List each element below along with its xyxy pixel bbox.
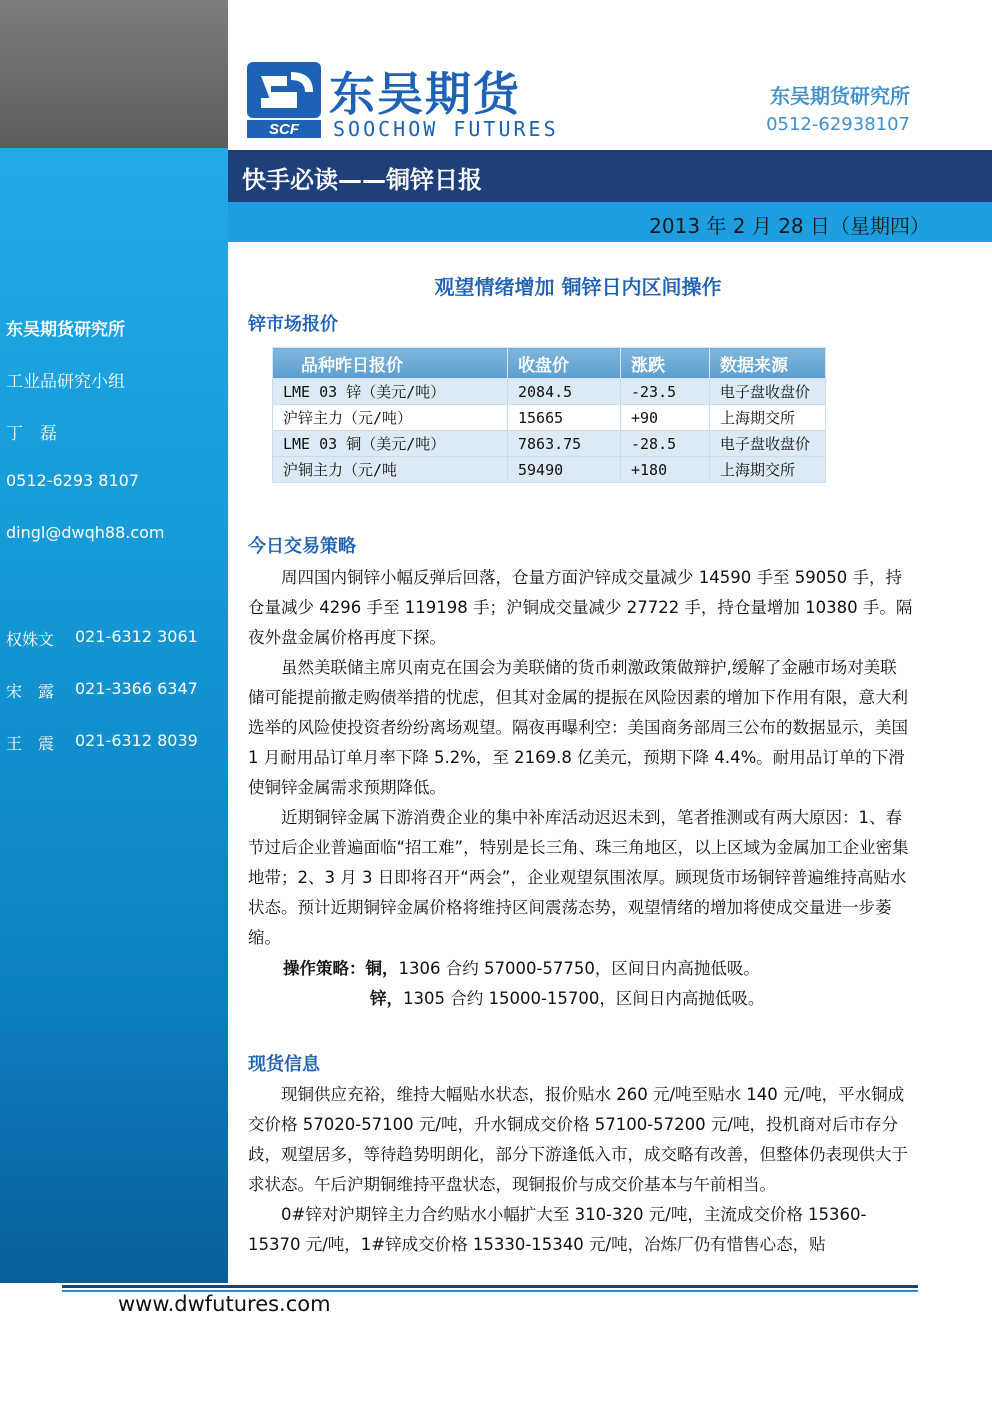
institute-name: 东吴期货研究所 bbox=[770, 84, 910, 108]
spot-text bbox=[248, 1080, 913, 1260]
section-title-spot: 现货信息 bbox=[248, 1054, 320, 1075]
table-cell: 电子盘收盘价 bbox=[710, 379, 826, 405]
table-cell: 15665 bbox=[508, 405, 621, 431]
logo-chinese-name: 东吴期货 bbox=[329, 67, 521, 121]
headline: 观望情绪增加 铜锌日内区间操作 bbox=[434, 275, 722, 299]
sidebar-author-phone: 0512-6293 8107 bbox=[6, 471, 140, 490]
column-header: 涨跌 bbox=[621, 348, 710, 379]
copper-name: 铜， bbox=[365, 959, 399, 978]
table-cell: LME 03 铜（美元/吨） bbox=[273, 431, 508, 457]
footer-divider bbox=[62, 1285, 918, 1288]
date-bar bbox=[228, 202, 992, 242]
paragraph: 现铜供应充裕，维持大幅贴水状态，报价贴水 260 元/吨至贴水 140 元/吨，平水铜成交价格 57020-57100 元/吨，升水铜成交价格 57100-57200 元/吨，投机商对后市存分歧，观望居多，等待趋势明朗化，部分下游逢低入市，成交略有改善，但整体仍表现供大于求状态。午后沪期铜维持平盘状态，现铜报价与成交价基本与午前相当。 bbox=[248, 1085, 908, 1194]
section-title-strategy: 今日交易策略 bbox=[248, 536, 356, 557]
logo-english-name: SOOCHOW FUTURES bbox=[333, 117, 559, 141]
copper-plan: 1306 合约 57000-57750，区间日内高抛低吸。 bbox=[398, 959, 760, 978]
sidebar-group: 工业品研究小组 bbox=[6, 372, 125, 392]
column-header: 收盘价 bbox=[508, 348, 621, 379]
paragraph: 近期铜锌金属下游消费企业的集中补库活动迟迟未到，笔者推测或有两大原因：1、春节过后企业普遍面临“招工难”，特别是长三角、珠三角地区，以上区域为金属加工企业密集地带；2、3 月 3 日即将召开“两会”，企业观望氛围浓厚。顾现货市场铜锌普遍维持高贴水状态。预计近期铜锌金属价格将维持区间震荡态势，观望情绪的增加将使成交量进一步萎缩。 bbox=[248, 808, 909, 947]
logo-abbr: SCF bbox=[269, 121, 299, 138]
table-cell: 2084.5 bbox=[508, 379, 621, 405]
sidebar-contact bbox=[6, 679, 198, 702]
paragraph: 周四国内铜锌小幅反弹后回落，仓量方面沪锌成交量减少 14590 手至 59050 手，持仓量减少 4296 手至 119198 手；沪铜成交量减少 27722 手，持仓量增加 10380 手。隔夜外盘金属价格再度下探。 bbox=[248, 568, 913, 647]
sidebar-top-block bbox=[0, 0, 228, 148]
contact-name: 权姝文 bbox=[6, 630, 55, 649]
table-cell: 电子盘收盘价 bbox=[710, 431, 826, 457]
column-header: 品种昨日报价 bbox=[273, 348, 508, 379]
table-cell: +180 bbox=[621, 457, 710, 483]
contact-phone: 021-6312 8039 bbox=[75, 731, 198, 750]
sidebar-email[interactable]: dingl@dwqh88.com bbox=[6, 523, 165, 542]
strategy-text bbox=[248, 563, 913, 953]
contact-name: 王 震 bbox=[6, 734, 55, 753]
operation-copper bbox=[283, 955, 760, 979]
report-date: 2013 年 2 月 28 日（星期四） bbox=[649, 214, 930, 238]
contact-phone: 021-3366 6347 bbox=[75, 679, 198, 698]
table-cell: 沪铜主力（元/吨 bbox=[273, 457, 508, 483]
paragraph: 0#锌对沪期锌主力合约贴水小幅扩大至 310-320 元/吨，主流成交价格 15360-15370 元/吨，1#锌成交价格 15330-15340 元/吨，冶炼厂仍有惜售心态，贴 bbox=[248, 1205, 867, 1254]
table-row bbox=[273, 431, 826, 457]
table-cell: -23.5 bbox=[621, 379, 710, 405]
table-cell: 沪锌主力（元/吨） bbox=[273, 405, 508, 431]
price-table bbox=[272, 347, 826, 483]
sidebar-author: 丁 磊 bbox=[6, 424, 57, 444]
zinc-plan: 1305 合约 15000-15700，区间日内高抛低吸。 bbox=[403, 989, 765, 1008]
operation-label: 操作策略： bbox=[283, 959, 366, 978]
table-cell: LME 03 锌（美元/吨） bbox=[273, 379, 508, 405]
table-row bbox=[273, 405, 826, 431]
logo-mark-icon bbox=[247, 62, 321, 138]
table-header-row bbox=[273, 348, 826, 379]
table-cell: 59490 bbox=[508, 457, 621, 483]
sidebar bbox=[0, 148, 228, 1283]
section-title-market: 锌市场报价 bbox=[248, 314, 338, 335]
table-cell: +90 bbox=[621, 405, 710, 431]
title-bar bbox=[228, 150, 992, 202]
report-title: 快手必读——铜锌日报 bbox=[242, 166, 482, 194]
footer-website-link[interactable]: www.dwfutures.com bbox=[118, 1292, 331, 1316]
column-header: 数据来源 bbox=[710, 348, 826, 379]
operation-zinc bbox=[370, 985, 764, 1009]
contact-name: 宋 露 bbox=[6, 682, 55, 701]
sidebar-org: 东吴期货研究所 bbox=[6, 320, 125, 340]
table-cell: 上海期交所 bbox=[710, 405, 826, 431]
table-cell: 上海期交所 bbox=[710, 457, 826, 483]
contact-phone: 021-6312 3061 bbox=[75, 627, 198, 646]
table-cell: -28.5 bbox=[621, 431, 710, 457]
institute-phone: 0512-62938107 bbox=[766, 114, 910, 135]
zinc-name: 锌， bbox=[370, 989, 403, 1008]
paragraph: 虽然美联储主席贝南克在国会为美联储的货币刺激政策做辩护,缓解了金融市场对美联储可能提前撤走购债举措的忧虑，但其对金属的提振在风险因素的增加下作用有限，意大利选举的风险使投资者纷纷离场观望。隔夜再曝利空：美国商务部周三公布的数据显示，美国 1 月耐用品订单月率下降 5.2%，至 2169.8 亿美元，预期下降 4.4%。耐用品订单的下滑使铜锌金属需求预期降低。 bbox=[248, 658, 908, 797]
table-row bbox=[273, 457, 826, 483]
table-cell: 7863.75 bbox=[508, 431, 621, 457]
company-logo bbox=[247, 62, 587, 142]
sidebar-contact bbox=[6, 731, 198, 754]
sidebar-contact bbox=[6, 627, 198, 650]
table-row bbox=[273, 379, 826, 405]
